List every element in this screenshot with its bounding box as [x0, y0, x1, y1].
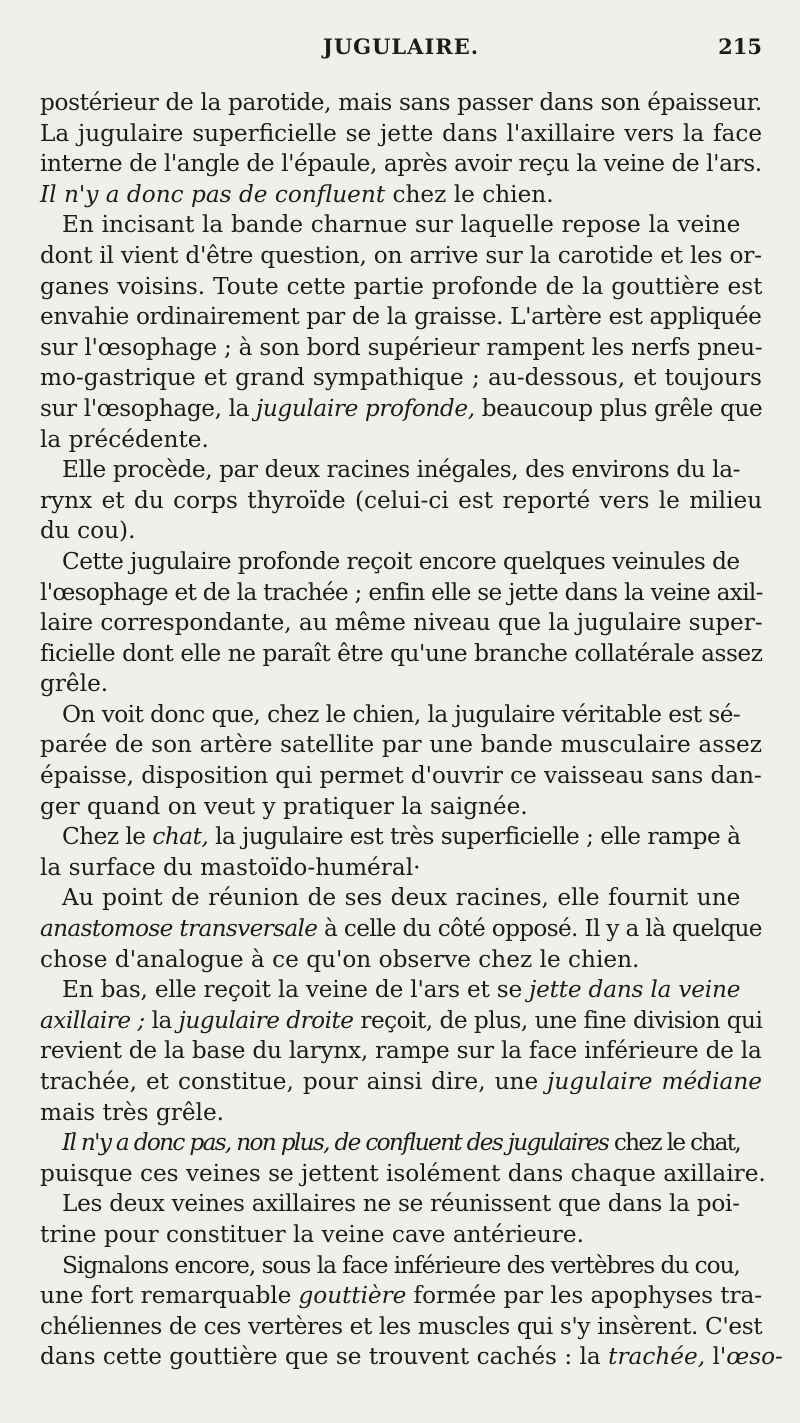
text-line: [40, 1281, 762, 1312]
text-line: En incisant la bande charnue sur laquelle repose la veine: [62, 211, 741, 239]
paragraph: [40, 547, 762, 700]
italic-text: anastomose transversale: [40, 915, 318, 943]
text-line: [40, 822, 762, 853]
body-text: [40, 88, 783, 1373]
text-line: laire correspondante, au même niveau que la jugulaire super-: [40, 609, 763, 637]
italic-text: jugulaire profonde,: [256, 394, 475, 422]
text-line: la surface du mastoïdo-huméral·: [40, 853, 421, 881]
italic-text: chat,: [152, 823, 209, 851]
text-line: chéliennes de ces vertères et les muscles qui s'y insèrent. C'est: [40, 1312, 763, 1340]
text-line: [40, 180, 762, 211]
text-run: à celle du côté opposé. Il y a là quelque: [317, 915, 762, 943]
text-line: dont il vient d'être question, on arrive sur la carotide et les or-: [40, 241, 762, 269]
text-line: parée de son artère satellite par une bande musculaire assez: [40, 731, 762, 759]
paragraph: [40, 1251, 783, 1373]
text-run: Chez le: [62, 823, 153, 851]
italic-text: gouttière: [298, 1282, 407, 1310]
paragraph: [40, 883, 762, 975]
text-run: chez le chat,: [608, 1129, 741, 1157]
text-line: la précédente.: [40, 425, 209, 453]
text-line: mo-gastrique et grand sympathique ; au-dessous, et toujours: [40, 364, 762, 392]
paragraph: [40, 700, 762, 822]
text-line: La jugulaire superficielle se jette dans l'axillaire vers la face: [40, 119, 763, 147]
text-line: Signalons encore, sous la face inférieure des vertèbres du cou,: [62, 1251, 740, 1279]
paragraph: [40, 455, 762, 547]
paragraph: [40, 210, 762, 455]
text-line: du cou).: [40, 517, 136, 545]
italic-text: Il n'y a donc pas, non plus, de confluent des jugulaires: [62, 1129, 609, 1157]
text-line: interne de l'angle de l'épaule, après avoir reçu la veine de l'ars.: [40, 150, 762, 178]
text-line: Les deux veines axillaires ne se réunissent que dans la poi-: [62, 1190, 740, 1218]
text-line: [40, 1067, 762, 1098]
text-run: beaucoup plus grêle que: [474, 394, 763, 422]
text-line: [40, 1128, 762, 1159]
text-run: formée par les apophyses tra-: [406, 1282, 763, 1310]
paragraph: [40, 1189, 762, 1250]
text-line: envahie ordinairement par de la graisse. L'artère est appliquée: [40, 303, 762, 331]
text-line: Au point de réunion de ses deux racines, elle fournit une: [62, 884, 741, 912]
italic-text: jugulaire droite: [178, 1006, 354, 1034]
italic-text: Il n'y a donc pas de confluent: [40, 180, 386, 208]
text-run: une fort remarquable: [40, 1282, 299, 1310]
text-line: sur l'œsophage ; à son bord supérieur rampent les nerfs pneu-: [40, 333, 763, 361]
text-line: [40, 1006, 762, 1037]
text-run: la: [144, 1006, 179, 1034]
italic-text: jette dans la veine: [529, 976, 741, 1004]
text-line: [40, 914, 762, 945]
text-line: ficielle dont elle ne paraît être qu'une branche collatérale assez: [40, 639, 763, 667]
text-line: [40, 394, 762, 425]
text-line: postérieur de la parotide, mais sans passer dans son épaisseur.: [40, 89, 762, 116]
italic-text: axillaire ;: [40, 1006, 145, 1034]
text-line: revient de la base du larynx, rampe sur la face inférieure de la: [40, 1037, 762, 1065]
italic-text: œso-: [726, 1343, 783, 1371]
italic-text: jugulaire médiane: [547, 1068, 762, 1095]
text-run: la jugulaire est très superficielle ; elle rampe à: [208, 823, 741, 851]
text-line: puisque ces veines se jettent isolément dans chaque axillaire.: [40, 1159, 766, 1187]
paragraph: [40, 975, 762, 1128]
text-line: Cette jugulaire profonde reçoit encore quelques veinules de: [62, 547, 740, 575]
text-run: l': [705, 1343, 727, 1371]
page-number: 215: [718, 34, 762, 59]
text-line: rynx et du corps thyroïde (celui-ci est reporté vers le milieu: [40, 486, 763, 514]
text-line: grêle.: [40, 670, 109, 698]
paragraph: [40, 88, 762, 210]
running-head: JUGULAIRE.: [322, 34, 480, 59]
text-line: chose d'analogue à ce qu'on observe chez le chien.: [40, 945, 640, 973]
italic-text: trachée,: [608, 1343, 706, 1371]
text-line: l'œsophage et de la trachée ; enfin elle se jette dans la veine axil-: [40, 578, 763, 606]
text-line: [40, 1342, 783, 1373]
text-run: trachée, et constitue, pour ainsi dire, une: [40, 1068, 548, 1095]
text-run: En bas, elle reçoit la veine de l'ars et se: [62, 976, 530, 1004]
text-run: chez le chien.: [385, 180, 554, 208]
text-line: épaisse, disposition qui permet d'ouvrir ce vaisseau sans dan-: [40, 762, 762, 790]
text-run: reçoit, de plus, une fine division qui: [353, 1006, 763, 1034]
text-line: ger quand on veut y pratiquer la saignée.: [40, 792, 528, 820]
text-line: trine pour constituer la veine cave antérieure.: [40, 1220, 584, 1248]
text-line: On voit donc que, chez le chien, la jugulaire véritable est sé-: [62, 700, 741, 728]
text-line: Elle procède, par deux racines inégales, des environs du la-: [62, 456, 741, 484]
text-line: ganes voisins. Toute cette partie profonde de la gouttière est: [40, 272, 763, 300]
paragraph: [40, 1128, 766, 1189]
text-line: [40, 975, 762, 1006]
page-header: [40, 30, 762, 70]
text-run: dans cette gouttière que se trouvent cachés : la: [40, 1343, 609, 1371]
text-line: mais très grêle.: [40, 1098, 225, 1126]
text-run: sur l'œsophage, la: [40, 394, 257, 422]
paragraph: [40, 822, 762, 883]
